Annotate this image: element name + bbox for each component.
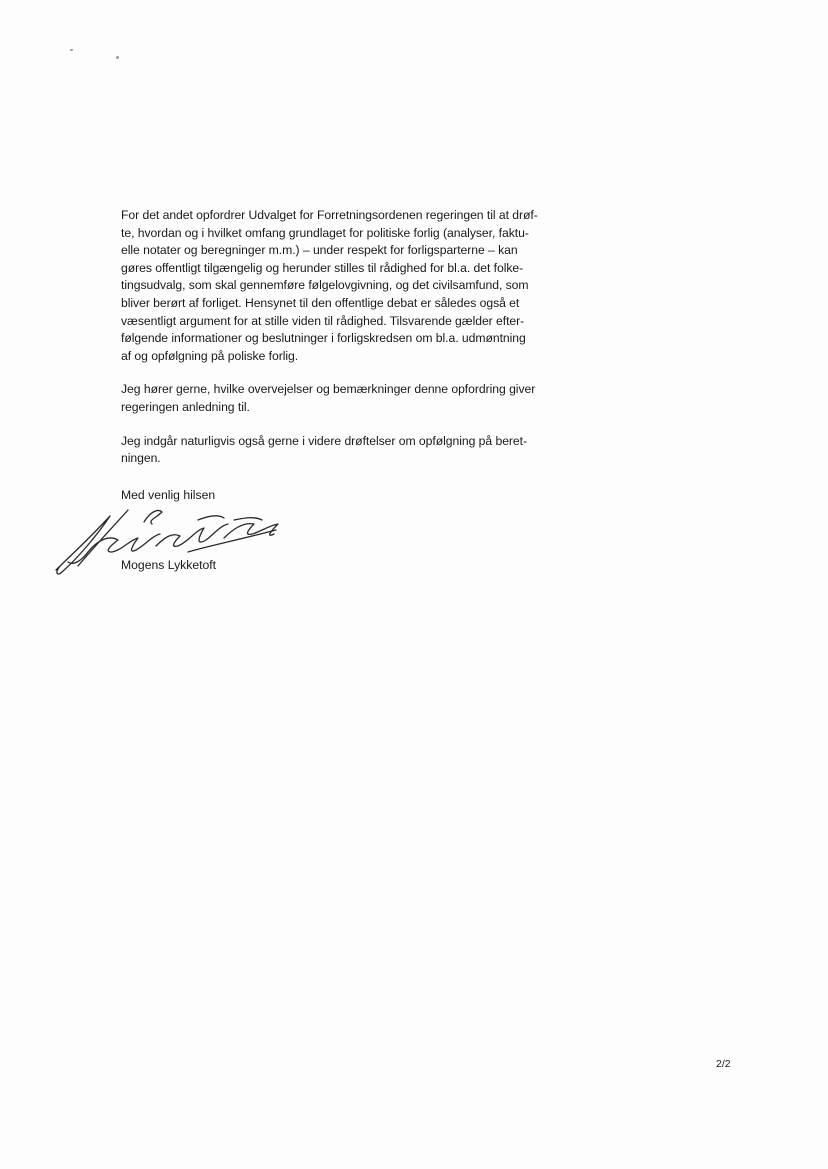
scan-artifact	[70, 49, 73, 51]
paragraph-1	[121, 207, 551, 365]
paragraph-3	[121, 433, 551, 468]
page-number: 2/2	[716, 1058, 731, 1070]
text-line: væsentligt argument for at stille viden til rådighed. Tilsvarende gælder efter-	[121, 313, 525, 328]
text-line: Jeg indgår naturligvis også gerne i videre drøftelser om opfølgning på beret-	[121, 433, 528, 448]
text-line: ningen.	[121, 451, 161, 466]
text-line: Jeg hører gerne, hvilke overvejelser og bemærkninger denne opfordring giver	[121, 382, 536, 397]
text-line: For det andet opfordrer Udvalget for Forretningsordenen regeringen til at drøf-	[121, 208, 538, 222]
text-line: bliver berørt af forliget. Hensynet til den offentlige debat er således også et	[121, 295, 520, 310]
letter-body	[121, 207, 551, 484]
text-line: gøres offentligt tilgængelig og herunder stilles til rådighed for bl.a. det folke-	[121, 260, 524, 275]
signer-name: Mogens Lykketoft	[121, 558, 217, 572]
text-line: regeringen anledning til.	[121, 399, 250, 414]
scan-artifact	[116, 56, 119, 59]
text-line: følgende informationer og beslutninger i forligskredsen om bl.a. udmøntning	[121, 331, 526, 346]
text-line: af og opfølgning på poliske forlig.	[121, 348, 299, 363]
paragraph-2	[121, 381, 551, 416]
closing-greeting: Med venlig hilsen	[121, 488, 216, 502]
text-line: te, hvordan og i hvilket omfang grundlaget for politiske forlig (analyser, faktu-	[121, 225, 529, 240]
text-line: tingsudvalg, som skal gennemføre følgelovgivning, og det civilsamfund, som	[121, 278, 529, 293]
text-line: elle notater og beregninger m.m.) – under respekt for forligsparterne – kan	[121, 243, 518, 258]
